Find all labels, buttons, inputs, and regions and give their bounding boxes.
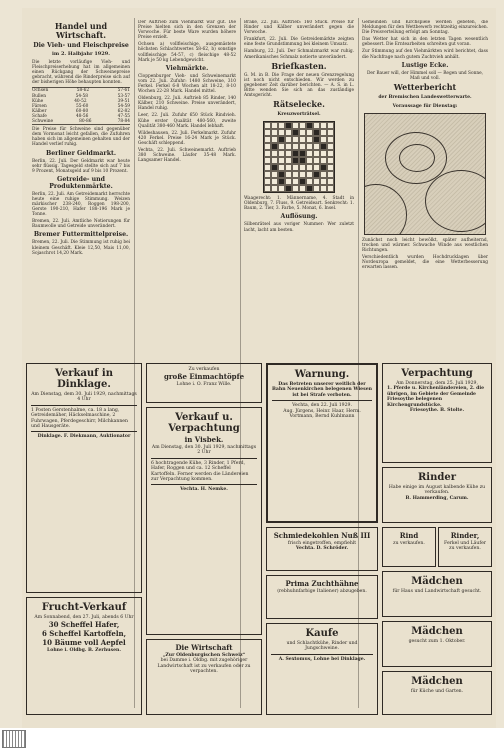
crossword-cell [306, 157, 313, 164]
section-title-feed-prices: Bremer Futtermittelpreise. [33, 231, 129, 239]
crossword-cell [292, 164, 299, 171]
crossword-cell [292, 122, 299, 129]
weather-note: Voraussage für Dienstag: [392, 103, 458, 109]
crossword-cell [271, 136, 278, 143]
crossword-cell [313, 150, 320, 157]
crossword-cell [299, 122, 306, 129]
ad-cattle [382, 467, 492, 523]
newspaper-page [22, 8, 496, 728]
paragraph: G. M. in B. Die Frage der neuen Grenzregelung ist noch nicht entschieden. Wir werden zu gegebener Zeit darüber berichten. — A. S. in L. Bitte wenden Sie sich an das zuständige Amtsgericht. [244, 72, 354, 99]
crossword-cell [271, 171, 278, 178]
crossword-cell [285, 136, 292, 143]
scan-footer [0, 728, 504, 750]
table-cell: Ochsen [32, 88, 49, 94]
crossword-cell [292, 157, 299, 164]
crossword-cell [264, 150, 271, 157]
crossword-cell [264, 157, 271, 164]
paragraph: Die Preise für Schweine sind gegenüber dem Vormonat leicht gefallen, die Zufuhren haben sich im allgemeinen gehalten und der Handel verlief ruhig. [32, 127, 130, 148]
column-trade [32, 20, 130, 350]
paragraph: Bremen, 22. Juli. Die Stimmung ist ruhig bei kleinem Geschäft. Kleie 12,50, Mais 11,00, Sojaschrot 14,20 Mark. [32, 240, 130, 256]
crossword-cell [320, 143, 327, 150]
paragraph: Hamburg, 22. Juli. Der Schmalzmarkt war ruhig. Amerikanisches Schmalz notierte unverändert. [244, 49, 354, 60]
ad-title: Verpachtung [401, 368, 473, 379]
crossword-cell [292, 185, 299, 192]
table-cell: 54-59 [117, 103, 130, 109]
section-title-trade: Handel und Wirtschaft. [54, 21, 108, 40]
crossword-cell [278, 164, 285, 171]
ad-signature: Lohne i. Oldbg. B. Zerhusen. [47, 648, 121, 654]
ad-date: Vechta, den 22. Juli 1929. [292, 403, 352, 409]
paragraph: Silbenrätsel aus voriger Nummer: Wer zuletzt lacht, lacht am besten. [244, 222, 354, 233]
ad-text: Das Betreten unserer weitlich der Bahn Neuenkirchen belegenen Wiesen ist bei Strafe verboten. [272, 382, 372, 398]
crossword-cell [299, 185, 306, 192]
ad-subtitle: „Zur Oldenburgischen Schweiz“ [162, 653, 246, 658]
crossword-cell [292, 129, 299, 136]
ad-item: 6 Scheffel Kartoffeln, [41, 629, 127, 639]
verse: Der Bauer will, der Himmel soll — Regen und Sonne, Maß und voll. [366, 70, 484, 81]
paragraph: Frankfurt, 22. Juli. Die Getreidemärkte zeigten eine feste Grundstimmung bei kleinem Umsatz. [244, 37, 354, 48]
ad-auction-dinklage [26, 363, 142, 593]
ad-title: Rind [399, 531, 419, 540]
crossword-cell [292, 171, 299, 178]
table-cell: Schweine [32, 119, 54, 125]
crossword-cell [306, 150, 313, 157]
crossword-cell [264, 185, 271, 192]
ad-text: zu verkaufen. [393, 541, 425, 546]
crossword-cell [278, 129, 285, 136]
crossword-cell [299, 157, 306, 164]
ad-fruit-sale [26, 597, 142, 715]
weather-subtitle: der Bremischen Landeswetterwarte. [378, 94, 472, 100]
crossword-cell [285, 143, 292, 150]
crossword-cell [327, 171, 334, 178]
crossword-cell [285, 150, 292, 157]
crossword-cell [320, 122, 327, 129]
crossword-cell [271, 122, 278, 129]
ad-sale-lease-visbek [146, 407, 262, 635]
crossword-cell [271, 150, 278, 157]
crossword-cell [306, 171, 313, 178]
isobar [399, 144, 435, 172]
ad-head: Zu verkaufen [188, 367, 220, 372]
crossword-cell [278, 122, 285, 129]
crossword-cell [320, 178, 327, 185]
paragraph: Zur Stimmung auf den Viehmärkten wird berichtet, dass die Nachfrage nach gutem Zuchtvieh anhält. [362, 49, 488, 60]
crossword-cell [306, 164, 313, 171]
ad-names: Aug. Jürgens, Heinr. Haar, Herm. Vortmann, Bernd Kuhlmann [283, 408, 361, 420]
crossword-cell [306, 129, 313, 136]
crossword-cell [292, 150, 299, 157]
ad-title: Mädchen [411, 626, 463, 637]
ad-item: 30 Scheffel Hafer, [48, 620, 120, 630]
crossword-cell [264, 129, 271, 136]
ad-date: Am Donnerstag, dem 25. Juli 1929, [396, 381, 478, 386]
ad-maid-2 [382, 621, 492, 667]
paragraph: Bremen, 22. Juli. Amtliche Notierungen für Baumwolle und Getreide unverändert. [32, 219, 130, 230]
ad-lease-church-land [382, 363, 492, 463]
crossword-cell [299, 129, 306, 136]
crossword-cell [271, 178, 278, 185]
table-cell: 47-55 [117, 113, 130, 119]
ad-maid-1 [382, 571, 492, 617]
paragraph: Vechta, 22. Juli. Schweinemarkt. Auftrieb 380 Schweine. Läufer 35-48 Mark. Langsamer Handel. [138, 147, 236, 164]
crossword-cell [285, 171, 292, 178]
crossword-cell [320, 129, 327, 136]
section-title-weather: Wetterbericht [393, 81, 457, 92]
crossword-cell [320, 164, 327, 171]
crossword-cell [278, 136, 285, 143]
crossword-cell [264, 164, 271, 171]
ad-text: und Schlachtkühe, Rinder und Jungschweine. [286, 641, 358, 652]
crossword-cell [327, 150, 334, 157]
crossword-cell [327, 136, 334, 143]
section-title-money-market: Berliner Geldmarkt. [46, 149, 116, 157]
table-cell: 48-56 [76, 113, 89, 119]
crossword-cell [320, 157, 327, 164]
paragraph: Wildeshausen, 22. Juli. Ferkelmarkt. Zufuhr 420 Ferkel. Preise 16-24 Mark je Stück. Geschäft schleppend. [138, 130, 236, 146]
table-cell: Schafe [32, 113, 47, 119]
crossword-cell [313, 122, 320, 129]
crossword-cell [285, 157, 292, 164]
crossword-cell [264, 178, 271, 185]
crossword-cell [327, 143, 334, 150]
ad-title: Mädchen [411, 576, 463, 587]
ad-signature: Friesoythe. B. Stolte. [409, 408, 465, 414]
ad-text: 1. Pferde u. Kirchenländereien, 2. die übrigen, im Gebiete der Gemeinde Friesoythe belegenen Kirchengrundstücke. [387, 386, 485, 408]
table-cell: Bullen [32, 93, 46, 99]
crossword-cell [327, 185, 334, 192]
ad-buy-cattle [266, 623, 378, 715]
crossword-cell [327, 129, 334, 136]
crossword-cell [327, 157, 334, 164]
crossword-cell [278, 185, 285, 192]
ad-title: Rinder, [450, 531, 480, 540]
crossword-cell [285, 185, 292, 192]
crossword-cell [271, 143, 278, 150]
crossword-cell [313, 157, 320, 164]
ad-date: Am Sonnabend, den 27. Juli, abends 6 Uhr [34, 615, 134, 620]
crossword-cell [313, 129, 320, 136]
table-cell: 78-84 [117, 119, 130, 125]
crossword-cell [271, 157, 278, 164]
ad-text: 1 Posten Gerstenhalme, ca. 18 a lang, Getreidemäher, Häckselmaschine, 2 Fuhrwagen, Pferdegeschirr, Milchkannen und Hausgeräte. [31, 407, 128, 430]
crossword-cell [264, 136, 271, 143]
ad-text: bei Damme i. Oldbg. mit zugehöriger Landwirtschaft ist zu verkaufen oder zu verpachten. [157, 658, 251, 675]
isobar [425, 170, 486, 232]
ad-text: frisch eingetroffen, empfiehlt [287, 541, 357, 546]
ad-title: große Einmachtöpfe [163, 372, 245, 382]
crossword-cell [320, 171, 327, 178]
table-row [32, 119, 130, 124]
section-title-puzzle: Rätselecke. [273, 99, 325, 110]
paragraph: Brake, 22. Juli. Auftrieb: 160 Stück. Preise für Rinder und Kälber unverändert gegen die Vorwoche. [244, 20, 354, 36]
table-cell: 53-57 [117, 93, 130, 99]
ad-title: Die Wirtschaft [175, 643, 233, 652]
ad-text: (rebhuhnfarbige Italiener) abzugeben. [277, 589, 367, 594]
ad-warning [266, 363, 378, 523]
crossword-cell [320, 136, 327, 143]
puzzle-subtitle: Kreuzworträtsel. [277, 112, 321, 118]
table-cell: 39-51 [117, 98, 130, 104]
crossword-cell [306, 143, 313, 150]
ad-cattle-small [438, 527, 492, 567]
ad-roosters [266, 575, 378, 619]
paragraph: Das Wetter hat sich in den letzten Tagen wesentlich gebessert. Die Erntearbeiten schreiten gut voran. [362, 37, 488, 48]
crossword-cell [306, 136, 313, 143]
ad-signature: Dinklage. F. Diekmann, Auktionator [37, 434, 131, 440]
crossword-cell [313, 164, 320, 171]
crossword-cell [271, 185, 278, 192]
paragraph: Cloppenburger Vieh- und Schweinemarkt vom 22. Juli. Zufuhr: 1480 Schweine, 310 Ferkel. Ferkel 6-8 Wochen alt 18-22, 8-10 Wochen 22-28 Mark. Handel mittel. [138, 73, 236, 95]
crossword-cell [278, 157, 285, 164]
ad-inn [146, 639, 262, 715]
ad-title: Rinder [417, 472, 456, 483]
crossword-cell [313, 185, 320, 192]
ad-title: Verkauf u. Verpachtung [168, 412, 240, 434]
section-title-letterbox: Briefkasten. [271, 60, 327, 71]
table-cell: Kälber [32, 108, 47, 114]
ad-signature: B. Hammerding, Carum. [405, 495, 469, 501]
ad-text: Habe einige im August kalbende Kühe zu verkaufen. [388, 485, 486, 496]
table-cell: 55-60 [76, 103, 89, 109]
paragraph: Ochsen a) vollfleischige, ausgemästete höchsten Schlachtwertes 58-62, b) sonstige vollfleischige 54-57, c) fleischige 48-52 Mark je 50 kg Lebendgewicht. [138, 42, 236, 63]
ad-text: Ferkel und Läufer zu verkaufen. [444, 541, 486, 552]
crossword-cell [299, 150, 306, 157]
paragraph: Waagerecht: 1. Männername, 4. Stadt in Oldenburg, 7. Fluss, 9. Getreideart. Senkrecht: 1. Baum, 2. Tier, 3. Farbe, 5. Monat, 6. Insel. [244, 196, 354, 212]
crossword-cell [285, 122, 292, 129]
crossword-cell [299, 171, 306, 178]
table-cell: 60-80 [75, 108, 89, 114]
crossword-cell [313, 136, 320, 143]
ad-title: Verkauf in Dinklage. [54, 368, 113, 390]
paragraph: Berlin, 22. Juli. Am Getreidemarkt herrschte heute eine ruhige Stimmung. Weizen märkischer 238-240, Roggen 198-200, Gerste 190-210, Hafer 188-196 Mark je Tonne. [32, 191, 130, 218]
ad-item: 10 Bäume voll Aepfel [42, 638, 126, 648]
column-letters-puzzle [244, 20, 354, 350]
paragraph: Oldenburg, 22. Juli. Auftrieb 85 Rinder, 140 Kälber, 210 Schweine. Preise unverändert, Handel ruhig. [138, 96, 236, 112]
advertisements [26, 363, 492, 723]
column-local-weather [362, 20, 488, 350]
crossword-cell [292, 178, 299, 185]
table-cell: 62-82 [117, 108, 130, 114]
crossword-cell [271, 129, 278, 136]
ad-signature: A. Sextomus, Lohne bei Dinklage. [278, 656, 366, 662]
ad-coal [266, 527, 378, 571]
isobar [364, 184, 407, 235]
ad-title: Frucht-Verkauf [41, 602, 127, 613]
crossword-cell [299, 143, 306, 150]
crossword-cell [285, 164, 292, 171]
section-title-grain-market: Getreide- und Produktenmärkte. [49, 175, 113, 190]
ad-cow [382, 527, 436, 567]
section-title-verse: Lustige Ecke. [401, 61, 449, 69]
paragraph: Leer, 22. Juli. Zufuhr 650 Stück Rindvieh. Kühe erster Qualität 480-560, zweite Qualität 380-460 Mark. Handel lebhaft. [138, 113, 236, 129]
ad-maid-3 [382, 671, 492, 715]
ad-text: gesucht zum 1. Oktober. [408, 639, 466, 644]
crossword-grid [263, 121, 335, 193]
paragraph: Verschiedentlich wurden Hochdrucklagen über Nordeuropa gemeldet, die eine Wetterbesserung erwarten lassen. [362, 255, 488, 271]
crossword-cell [327, 178, 334, 185]
crossword-cell [264, 171, 271, 178]
crossword-cell [313, 178, 320, 185]
paragraph: Gemeinden und Kirchspiele werden gebeten, die Meldungen für den Wettbewerb rechtzeitig einzureichen. Die Preisverteilung erfolgt am Sonntag. [362, 20, 488, 36]
crossword-cell [306, 178, 313, 185]
ad-date: Am Dienstag, dem 30. Juli 1929, nachmittags 4 Uhr [31, 392, 137, 403]
crossword-cell [327, 164, 334, 171]
ad-title: Warnung. [294, 369, 350, 380]
table-cell: 40-52 [74, 98, 87, 104]
ad-title: Kaufe [305, 628, 339, 639]
crossword-cell [278, 171, 285, 178]
ad-subtitle: in Visbek. [184, 435, 224, 444]
table-cell: 54-58 [75, 93, 88, 99]
table-cell: Färsen [32, 103, 47, 109]
ad-signature: Vechta. H. Nemke. [180, 487, 228, 493]
crossword-cell [278, 150, 285, 157]
section-title-cattle-markets: Viehmärkte. [165, 64, 209, 72]
ad-text: für Küche und Garten. [410, 689, 464, 694]
table-cell: Kühe [32, 98, 44, 104]
paragraph: Zunächst noch leicht bewölkt, später aufheiternd, trocken und wärmer. Schwache Winde aus westlichen Richtungen. [362, 237, 488, 254]
table-cell: 58-62 [76, 88, 90, 94]
ad-text: für Haus und Landwirtschaft gesucht. [392, 589, 482, 594]
paragraph: Berlin, 22. Juli. Der Geldmarkt war heute sehr flüssig. Tagesgeld stellte sich auf 7 bis 9 Prozent, Monatsgeld auf 9 bis 10 Prozent. [32, 158, 130, 174]
crossword-cell [264, 122, 271, 129]
crossword-cell [264, 143, 271, 150]
library-stamp-icon [2, 730, 26, 748]
crossword-cell [278, 143, 285, 150]
crossword-cell [320, 150, 327, 157]
ad-title: Schmiedekohlen Nuß III [273, 531, 371, 540]
ad-title: Mädchen [411, 676, 463, 687]
table-cell: 57-61 [117, 88, 130, 94]
crossword-cell [299, 164, 306, 171]
crossword-cell [271, 164, 278, 171]
crossword-cell [292, 143, 299, 150]
paragraph: Der Auftrieb zum Viehmarkt war gut. Die Preise hielten sich in den Grenzen der Vorwoche. Für beste Ware wurden höhere Preise erzielt. [138, 20, 236, 41]
ad-text: 6 hochtragende Kühe, 3 Rinder, 1 Pferd, Hafer, Roggen und ca. 12 Scheffel Kartoffeln. Ferner werden die Ländereien zur Verpachtung kommen. [151, 460, 249, 483]
section-subtitle: Die Vieh- und Fleischpreise [33, 42, 129, 49]
ad-jars [146, 363, 262, 403]
section-subtitle-2: im 2. Halbjahr 1929. [52, 51, 110, 57]
crossword-cell [313, 143, 320, 150]
crossword-cell [292, 136, 299, 143]
ad-signature: Vechta. D. Schröder. [295, 546, 349, 552]
crossword-cell [285, 129, 292, 136]
crossword-cell [299, 178, 306, 185]
crossword-cell [313, 171, 320, 178]
ad-signature: Lohne i. O. Franz Wille. [176, 382, 232, 388]
crossword-cell [285, 178, 292, 185]
crossword-cell [327, 122, 334, 129]
ad-date: Am Dienstag, den 30. Juli 1929, nachmittags 2 Uhr [151, 445, 257, 456]
column-livestock [138, 20, 236, 350]
crossword-cell [278, 178, 285, 185]
crossword-cell [320, 185, 327, 192]
section-title-solution: Auflösung. [280, 213, 318, 221]
table-cell: 80-86 [79, 119, 92, 125]
ad-title: Prima Zuchthähne [285, 579, 359, 588]
crossword-cell [306, 122, 313, 129]
paragraph: Die letzte vorläufige Vieh- und Fleischpreiserhebung hat im allgemeinen einen Rückgang der Schweinepreise gebracht, während die Rinderpreise sich auf der bisherigen Höhe behaupten konnten. [32, 60, 130, 86]
crossword-cell [299, 136, 306, 143]
crossword-cell [306, 185, 313, 192]
price-table [32, 87, 130, 125]
weather-map [364, 113, 486, 235]
